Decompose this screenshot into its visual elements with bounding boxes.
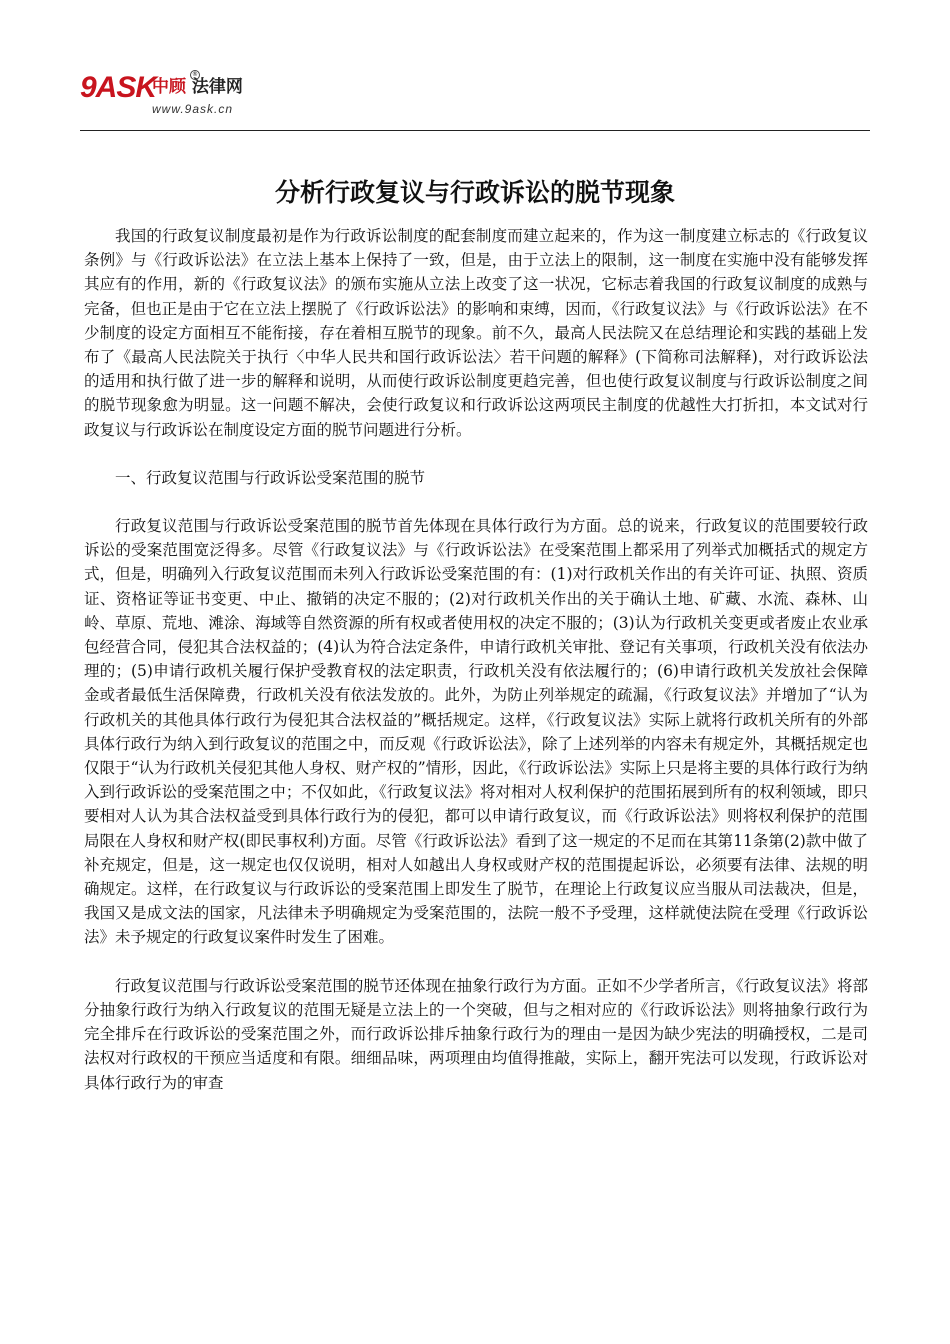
paragraph: 我国的行政复议制度最初是作为行政诉讼制度的配套制度而建立起来的，作为这一制度建立标志的《行政复议条例》与《行政诉讼法》在立法上基本上保持了一致，但是，由于立法上的限制，这一制度在实施中没有能够发挥其应有的作用，新的《行政复议法》的颁布实施从立法上改变了这一状况，它标志着我国的行政复议制度的成熟与完备，但也正是由于它在立法上摆脱了《行政诉讼法》的影响和束缚，因而，《行政复议法》与《行政诉讼法》在不少制度的设定方面相互不能衔接，存在着相互脱节的现象。前不久，最高人民法院又在总结理论和实践的基础上发布了《最高人民法院关于执行〈中华人民共和国行政诉讼法〉若干问题的解释》(下简称司法解释)，对行政诉讼法的适用和执行做了进一步的解释和说明，从而使行政诉讼制度更趋完善，但也使行政复议制度与行政诉讼制度之间的脱节现象愈为明显。这一问题不解决，会使行政复议和行政诉讼这两项民主制度的优越性大打折扣，本文试对行政复议与行政诉讼在制度设定方面的脱节问题进行分析。	[84, 227, 868, 439]
logo-mark: 9ASK	[80, 71, 157, 104]
registered-mark-icon: ®	[192, 71, 198, 78]
header-divider	[80, 130, 870, 131]
paragraph: 行政复议范围与行政诉讼受案范围的脱节首先体现在具体行政行为方面。总的说来，行政复议的范围要较行政诉讼的受案范围宽泛得多。尽管《行政复议法》与《行政诉讼法》在受案范围上都采用了列举式加概括式的规定方式，但是，明确列入行政复议范围而未列入行政诉讼受案范围的有：(1)对行政机关作出的有关许可证、执照、资质证、资格证等证书变更、中止、撤销的决定不服的；(2)对行政机关作出的关于确认土地、矿藏、水流、森林、山岭、草原、荒地、滩涂、海域等自然资源的所有权或者使用权的决定不服的；(3)认为行政机关变更或者废止农业承包经营合同，侵犯其合法权益的；(4)认为符合法定条件，申请行政机关审批、登记有关事项，行政机关没有依法办理的；(5)申请行政机关履行保护受教育权的法定职责，行政机关没有依法履行的；(6)申请行政机关发放社会保障金或者最低生活保障费，行政机关没有依法发放的。此外，为防止列举规定的疏漏，《行政复议法》并增加了“认为行政机关的其他具体行政行为侵犯其合法权益的”概括规定。这样，《行政复议法》实际上就将行政机关所有的外部具体行政行为纳入到行政复议的范围之中，而反观《行政诉讼法》，除了上述列举的内容未有规定外，其概括规定也仅限于“认为行政机关侵犯其他人身权、财产权的”情形，因此，《行政诉讼法》实际上只是将主要的具体行政行为纳入到行政诉讼的受案范围之中；不仅如此，《行政复议法》将对相对人权利保护的范围拓展到所有的权利领域，即只要相对人认为其合法权益受到具体行政行为的侵犯，都可以申请行政复议，而《行政诉讼法》则将权利保护的范围局限在人身权和财产权(即民事权利)方面。尽管《行政诉讼法》看到了这一规定的不足而在其第11条第(2)款中做了补充规定，但是，这一规定也仅仅说明，相对人如越出人身权或财产权的范围提起诉讼，必须要有法律、法规的明确规定。这样，在行政复议与行政诉讼的受案范围上即发生了脱节，在理论上行政复议应当服从司法裁决，但是，我国又是成文法的国家，凡法律未予明确规定为受案范围的，法院一般不予受理，这样就使法院在受理《行政诉讼法》未予规定的行政复议案件时发生了困难。	[84, 517, 868, 947]
logo-cn-part1: 中顾	[152, 77, 186, 97]
document-title: 分析行政复议与行政诉讼的脱节现象	[274, 177, 675, 207]
section-heading: 一、行政复议范围与行政诉讼受案范围的脱节	[115, 468, 426, 487]
logo-url: www.9ask.cn	[152, 102, 234, 116]
site-logo[interactable]	[80, 72, 270, 124]
page-header	[80, 72, 870, 130]
logo-cn-part2: 法律网	[191, 77, 243, 97]
paragraph: 行政复议范围与行政诉讼受案范围的脱节还体现在抽象行政行为方面。正如不少学者所言，《行政复议法》将部分抽象行政行为纳入行政复议的范围无疑是立法上的一个突破，但与之相对应的《行政诉讼法》则将抽象行政行为完全排斥在行政诉讼的受案范围之外，而行政诉讼排斥抽象行政行为的理由一是因为缺少宪法的明确授权，二是司法权对行政权的干预应当适度和有限。细细品味，两项理由均值得推敲，实际上，翻开宪法可以发现，行政诉讼对具体行政行为的审查	[84, 976, 868, 1092]
document-body	[84, 224, 868, 1119]
